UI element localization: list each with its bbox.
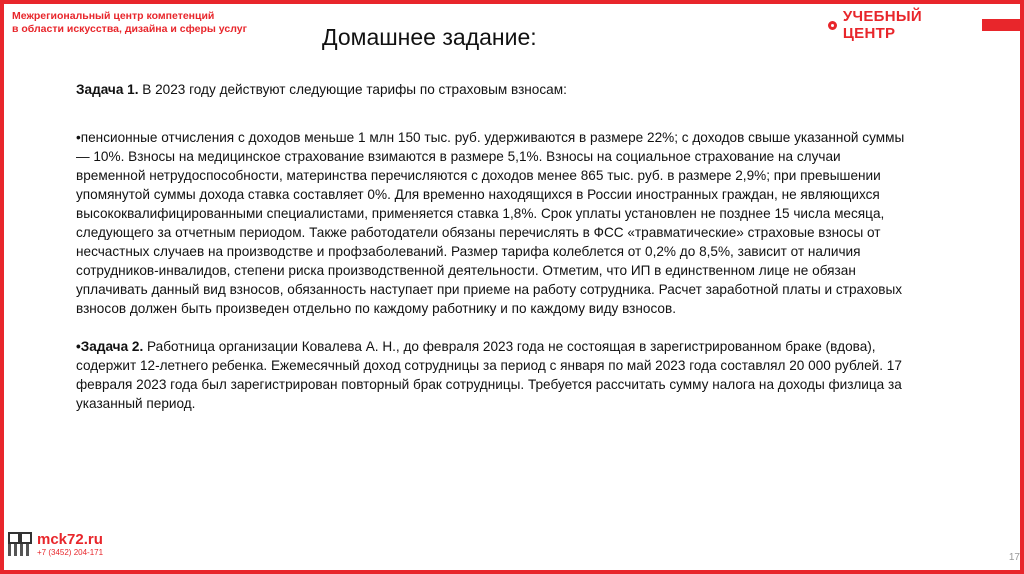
footer [8,532,103,558]
task-2-text: Работница организации Ковалева А. Н., до февраля 2023 года не состоящая в зарегистрированном браке (вдова), содержит 12-летнего ребенка. Ежемесячный доход сотрудницы за период с января по май 2023 года составлял 20 000 рублей. 17 февраля 2023 года был зарегистрирован повторный брак сотрудницы. Требуется рассчитать сумму налога на доходы физлица за указанный период. [76,339,902,411]
page-number: 17 [1008,552,1020,563]
logo-text: УЧЕБНЫЙ ЦЕНТР [842,8,922,42]
logo-tag-icon [982,19,1024,31]
task-1-label: Задача 1. [76,82,139,97]
task-1-heading [76,80,906,99]
qr-code-icon [8,532,32,556]
footer-phone: +7 (3452) 204-171 [37,548,104,557]
footer-site: mck72.ru [37,531,103,548]
logo-ring-icon [828,21,837,30]
task-2-paragraph [76,337,906,413]
task-1-bullet: •пенсионные отчисления с доходов меньше 1 млн 150 тыс. руб. удерживаются в размере 22%; с доходов свыше указанной суммы — 10%. Взносы на медицинское страхование взимаются в размере 5,1%. Взносы на социальное страхование на случаи временной нетрудоспособности, материнства перечисляются с доходов менее 865 тыс. руб. в размере 2,9%; при превышении упомянутой суммы дохода ставка составляет 0%. Для временно находящихся в России иностранных граждан, не являющихся высококвалифицированными специалистами, применяется ставка 1,8%. Срок уплаты установлен не позднее 15 числа месяца, следующего за отчетным периодом. Также работодатели обязаны перечислять в ФСС «травматические» страховые взносы от несчастных случаев на производстве и профзаболеваний. Размер тарифа колеблется от 0,2% до 8,5%, зависит от наличия сотрудников-инвалидов, степени риска производственной деятельности. Отметим, что ИП в единственном лице не обязан уплачивать данный вид взносов, обязанность наступает при приеме на работу сотрудника. Расчет заработной платы и страховых взносов должен быть произведен отдельно по каждому работнику и по каждому виду взносов. [76,130,905,316]
organization-name [12,10,247,36]
slide-title: Домашнее задание: [322,24,537,50]
slide-content [76,80,906,413]
task-1-intro: В 2023 году действуют следующие тарифы по страховым взносам: [138,82,567,97]
task-2-label: •Задача 2. [76,339,144,354]
org-line-2: в области искусства, дизайна и сферы услуг [12,23,247,35]
training-center-logo [828,8,1024,42]
org-line-1: Межрегиональный центр компетенций [12,10,215,22]
